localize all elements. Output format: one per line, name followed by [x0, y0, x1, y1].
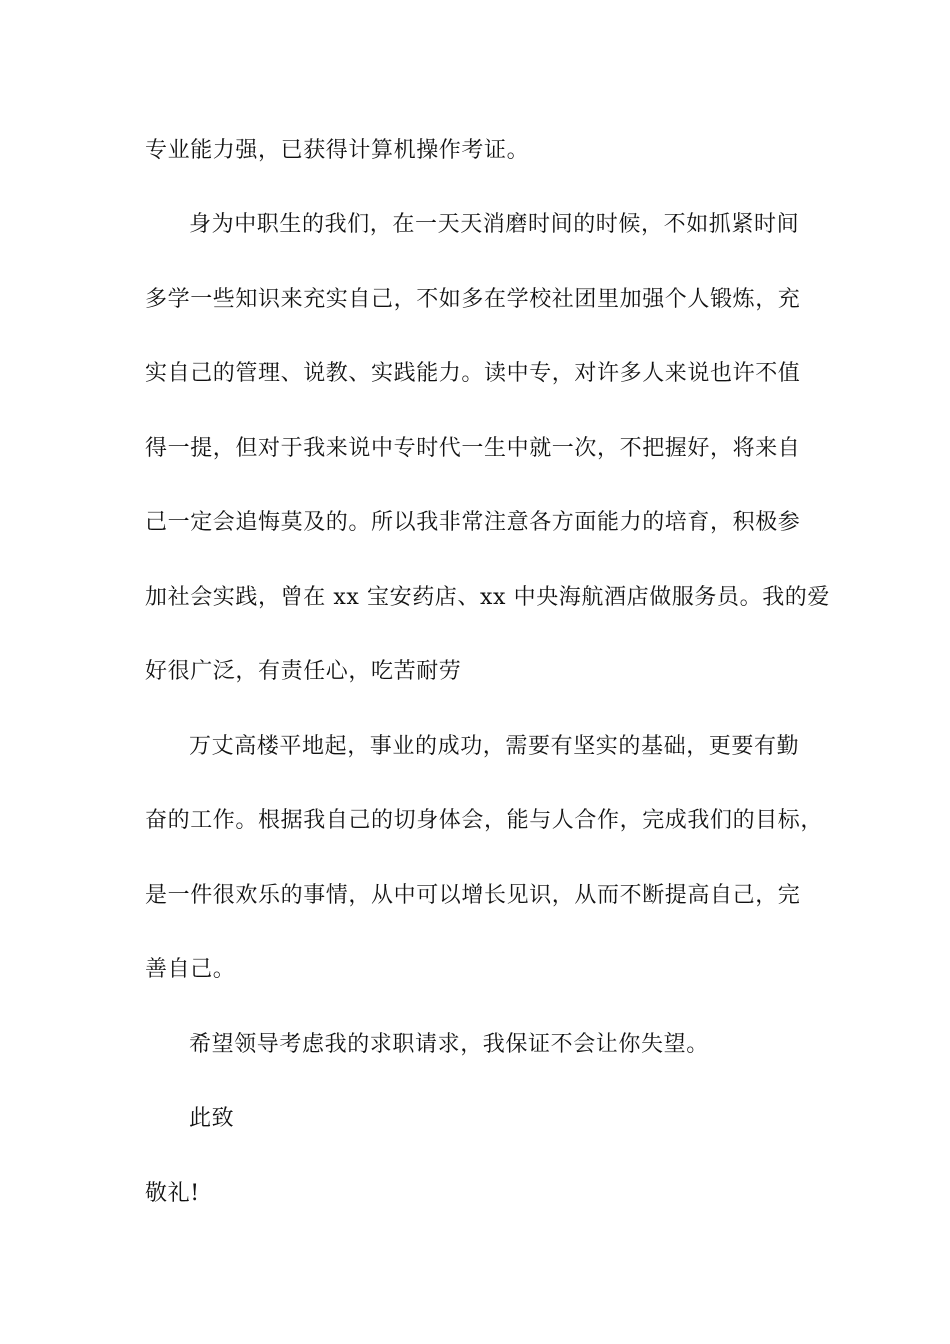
paragraph-start-line: 身为中职生的我们，在一天天消磨时间的时候，不如抓紧时间 — [189, 212, 800, 237]
text-line-6: 己一定会追悔莫及的。所以我非常注意各方面能力的培育，积极参 — [145, 510, 801, 535]
text-line-1: 专业能力强，已获得计算机操作考证。 — [145, 138, 530, 163]
request-line: 希望领导考虑我的求职请求，我保证不会让你失望。 — [189, 1032, 709, 1057]
text-line-7: 加社会实践，曾在 xx 宝安药店、xx 中央海航酒店做服务员。我的爱 — [145, 585, 831, 610]
text-line-12: 善自己。 — [145, 957, 236, 982]
text-line-3: 多学一些知识来充实自己，不如多在学校社团里加强个人锻炼，充 — [145, 287, 801, 312]
salutation-line: 敬礼! — [145, 1181, 200, 1206]
text-line-8: 好很广泛，有责任心，吃苦耐劳 — [145, 659, 462, 684]
paragraph-start-line: 万丈高楼平地起，事业的成功，需要有坚实的基础，更要有勤 — [189, 734, 800, 759]
text-line-11: 是一件很欢乐的事情，从中可以增长见识，从而不断提高自己，完 — [145, 883, 801, 908]
text-line-5: 得一提，但对于我来说中专时代一生中就一次，不把握好，将来自 — [145, 436, 801, 461]
text-line-10: 奋的工作。根据我自己的切身体会，能与人合作，完成我们的目标， — [145, 808, 824, 833]
closing-line: 此致 — [189, 1106, 235, 1131]
text-line-4: 实自己的管理、说教、实践能力。读中专，对许多人来说也许不值 — [145, 361, 801, 386]
